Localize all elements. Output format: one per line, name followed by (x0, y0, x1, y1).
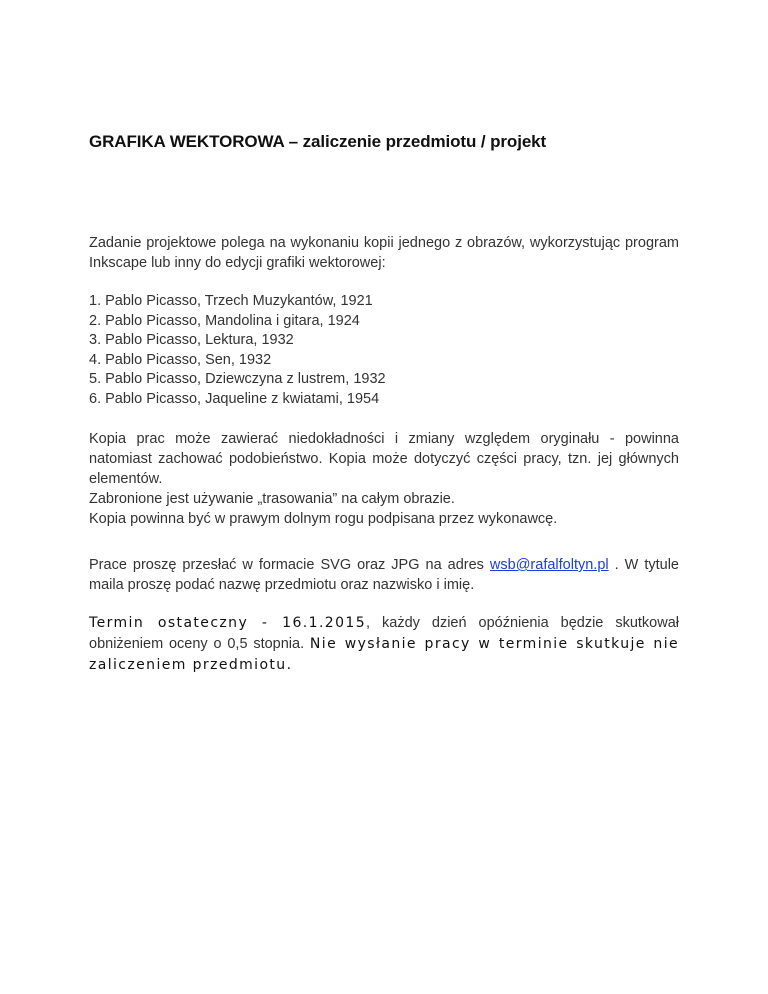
list-item: 4. Pablo Picasso, Sen, 1932 (89, 351, 272, 368)
deadline-label: Termin ostateczny - 16.1.2015 (89, 615, 367, 631)
copy-note: Kopia prac może zawierać niedokładności i zmiany względem oryginału - powinna natomiast zachować podobieństwo. Kopia może dotyczyć części pracy, tzn. jej głównych elementów. (89, 431, 679, 487)
deadline-warning: Nie wysłanie pracy w terminie skutkuje nie zaliczeniem przedmiotu. (89, 636, 679, 673)
list-item: 2. Pablo Picasso, Mandolina i gitara, 1924 (89, 312, 360, 329)
rules-paragraph (89, 429, 679, 529)
intro-paragraph: Zadanie projektowe polega na wykonaniu kopii jednego z obrazów, wykorzystując program Inkscape lub inny do edycji grafiki wektorowej: (89, 235, 679, 271)
list-item: 6. Pablo Picasso, Jaqueline z kwiatami, 1954 (89, 390, 380, 407)
list-item: 1. Pablo Picasso, Trzech Muzykantów, 1921 (89, 293, 373, 309)
list-item: 3. Pablo Picasso, Lektura, 1932 (89, 332, 294, 349)
submission-paragraph (89, 555, 679, 595)
tracing-note: Zabronione jest używanie „trasowania” na całym obrazie. (89, 491, 455, 507)
email-link[interactable]: wsb@rafalfoltyn.pl (489, 557, 609, 573)
picture-list (89, 292, 386, 410)
document-title: GRAFIKA WEKTOROWA – zaliczenie przedmiotu / projekt (89, 132, 547, 151)
submission-text-after: . W tytule maila proszę podać nazwę przedmiotu oraz nazwisko i imię. (89, 557, 679, 593)
submission-text-before: Prace proszę przesłać w formacie SVG oraz JPG na adres (89, 557, 490, 573)
deadline-paragraph (89, 613, 679, 676)
signature-note: Kopia powinna być w prawym dolnym rogu podpisana przez wykonawcę. (89, 511, 558, 527)
list-item: 5. Pablo Picasso, Dziewczyna z lustrem, 1932 (89, 371, 386, 388)
deadline-text: , każdy dzień opóźnienia będzie skutkował obniżeniem oceny o 0,5 stopnia. (89, 615, 680, 652)
